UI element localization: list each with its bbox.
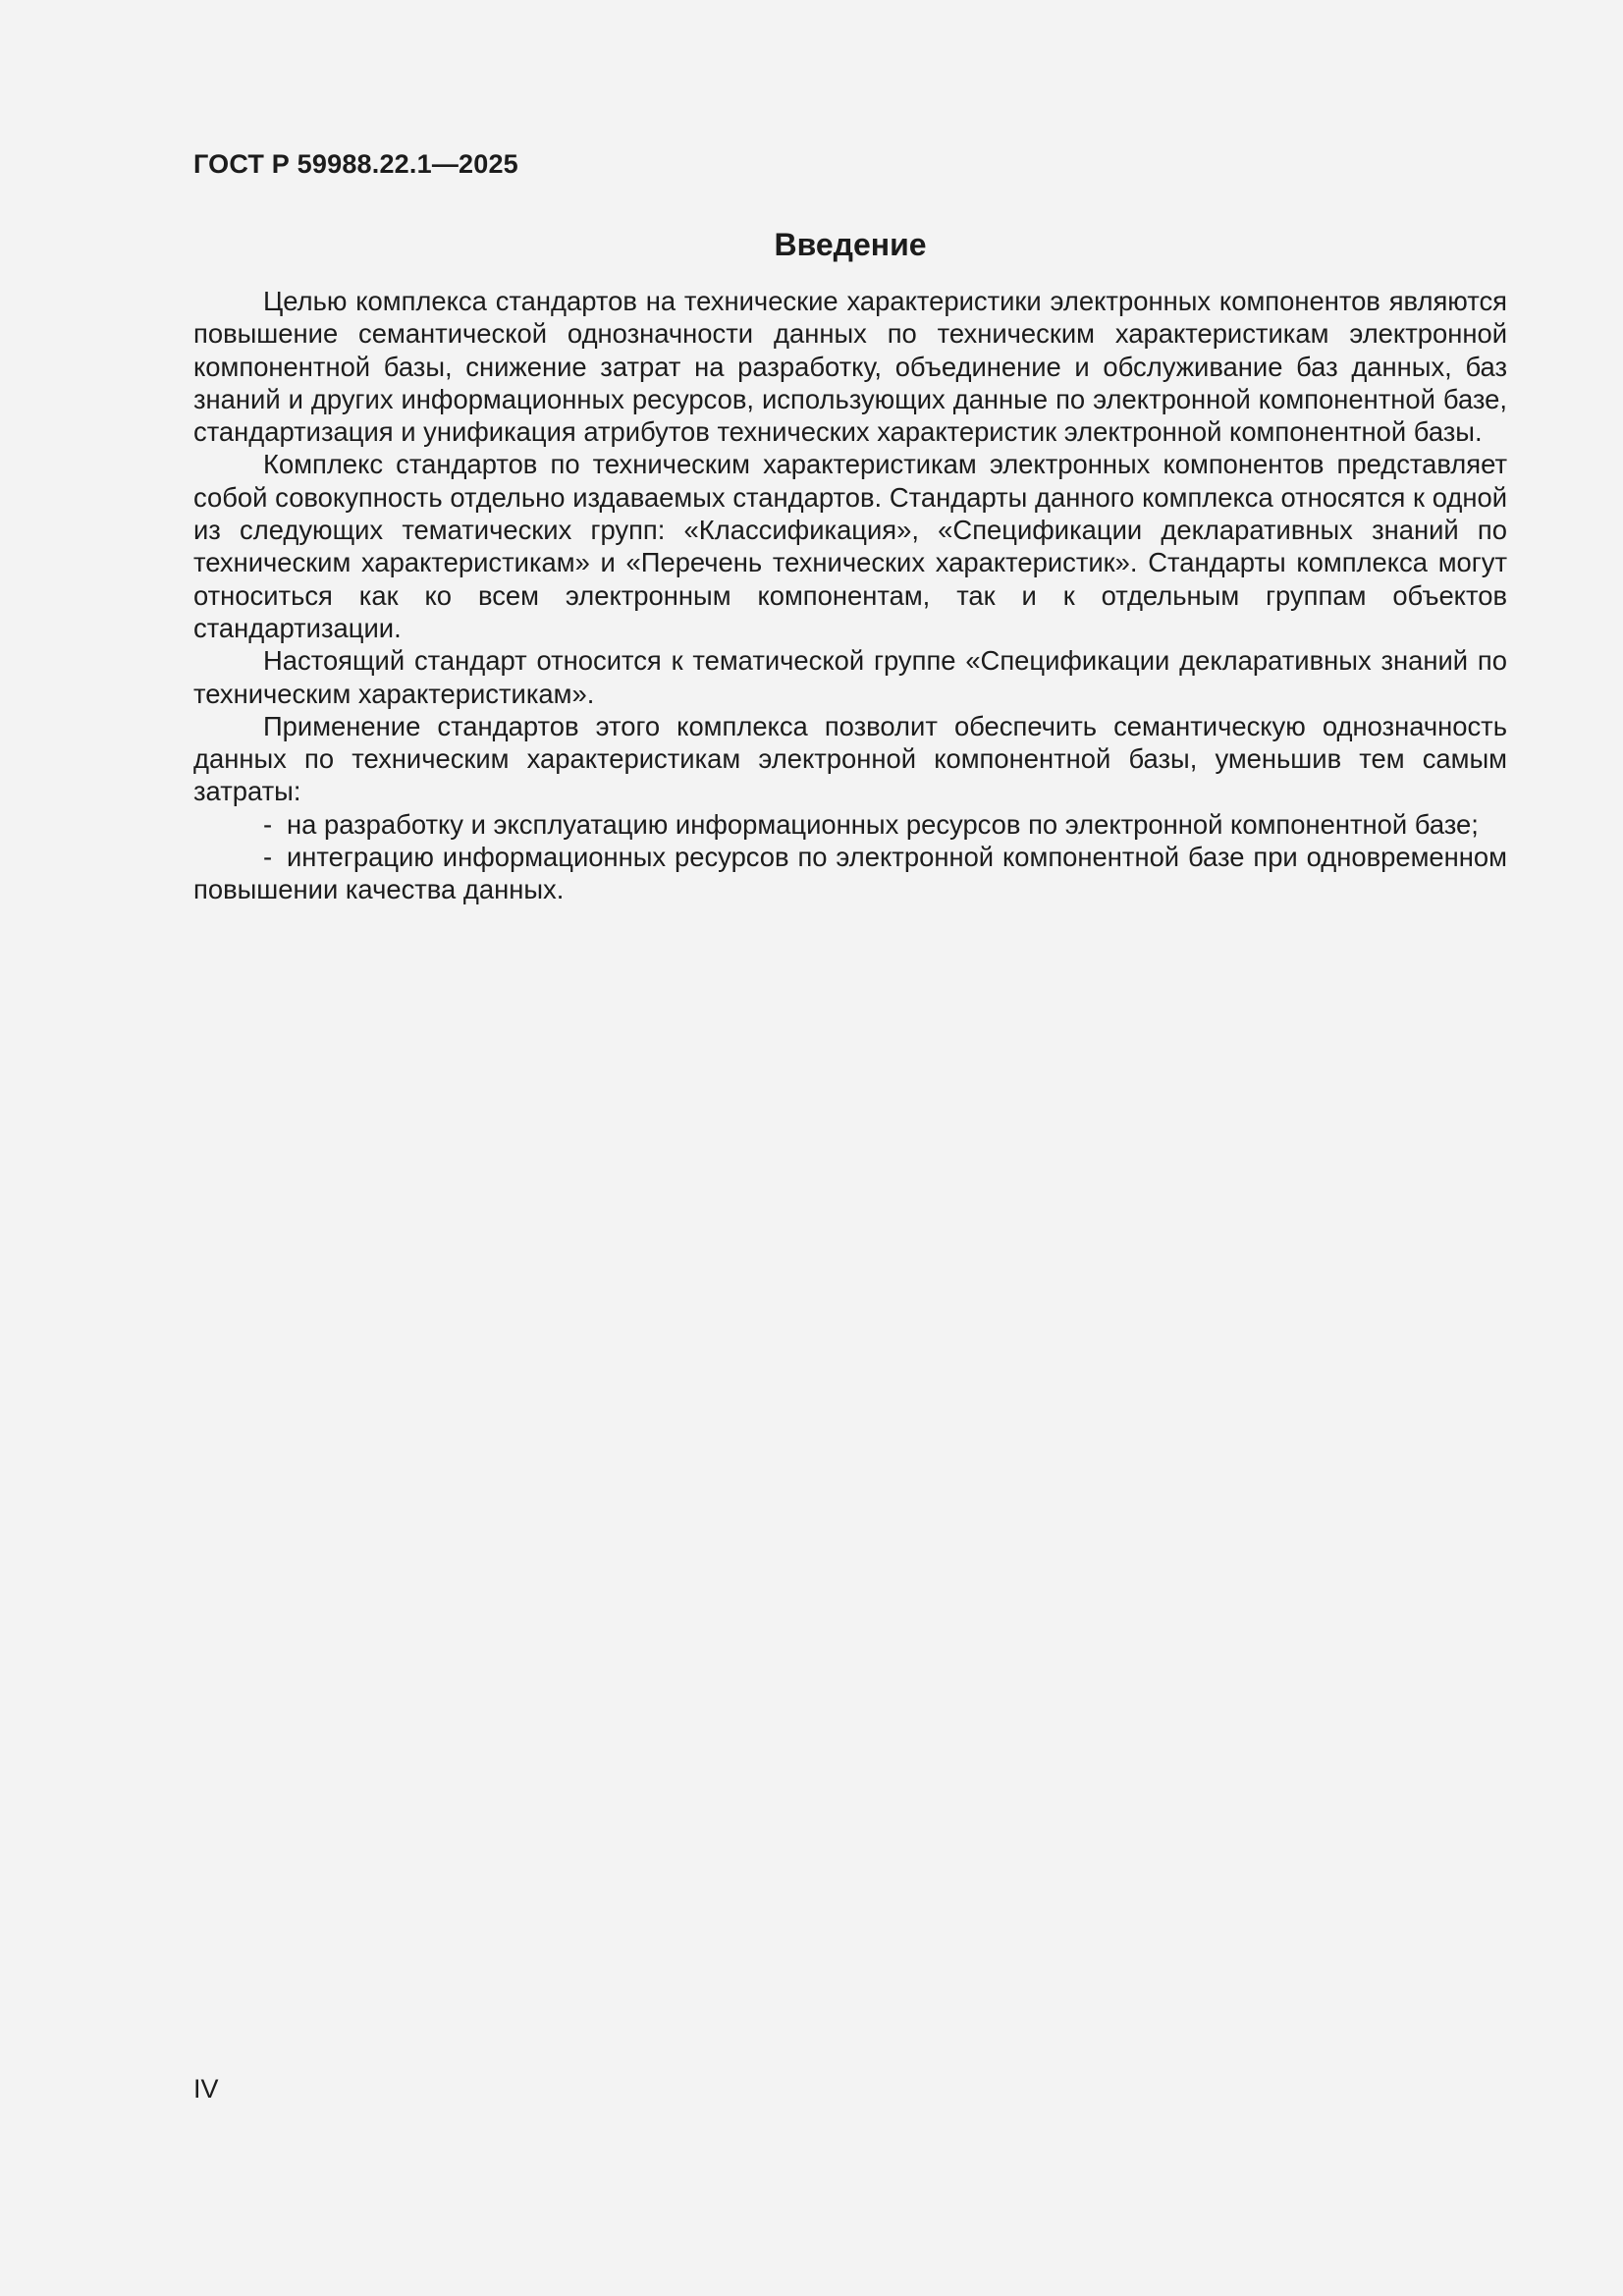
list-item — [193, 841, 1507, 906]
list-item-text: на разработку и эксплуатацию информационных ресурсов по электронной компонентной базе; — [287, 808, 1479, 840]
list-marker: - — [263, 808, 273, 840]
section-title: Введение — [774, 227, 927, 262]
body-text — [193, 285, 1507, 906]
page-number: IV — [193, 2074, 219, 2104]
list-marker: - — [263, 842, 273, 873]
list-item — [193, 808, 1507, 841]
paragraph-purpose: Целью комплекса стандартов на технические характеристики электронных компонентов являются повышение семантической однозначности данных по техническим характеристикам электронной компонентной базы, снижение затрат на разработку, объединение и обслуживание баз данных, баз знаний и других информационных ресурсов, использующих данные по электронной компонентной базе, стандартизация и унификация атрибутов технических характеристик электронной компонентной базы. — [193, 286, 1507, 448]
paragraph-composition: Комплекс стандартов по техническим характеристикам электронных компонентов представляет собой совокупность отдельно издаваемых стандартов. Стандарты данного комплекса относятся к одной из следующих тематических групп: «Классификация», «Спецификации декларативных знаний по техническим характеристикам» и «Перечень технических характеристик». Стандарты комплекса могут относиться как ко всем электронным компонентам, так и к отдельным группам объектов стандартизации. — [193, 449, 1507, 643]
list-item-text: интеграцию информационных ресурсов по электронной компонентной базе при одновременном повышении качества данных. — [193, 842, 1507, 905]
paragraph-scope: Настоящий стандарт относится к тематической группе «Спецификации декларативных знаний по техническим характеристикам». — [193, 645, 1507, 709]
paragraph-benefits: Применение стандартов этого комплекса позволит обеспечить семантическую однозначность данных по техническим характеристикам электронной компонентной базы, уменьшив тем самым затраты: — [193, 710, 1507, 807]
document-code: ГОСТ Р 59988.22.1—2025 — [193, 149, 518, 179]
